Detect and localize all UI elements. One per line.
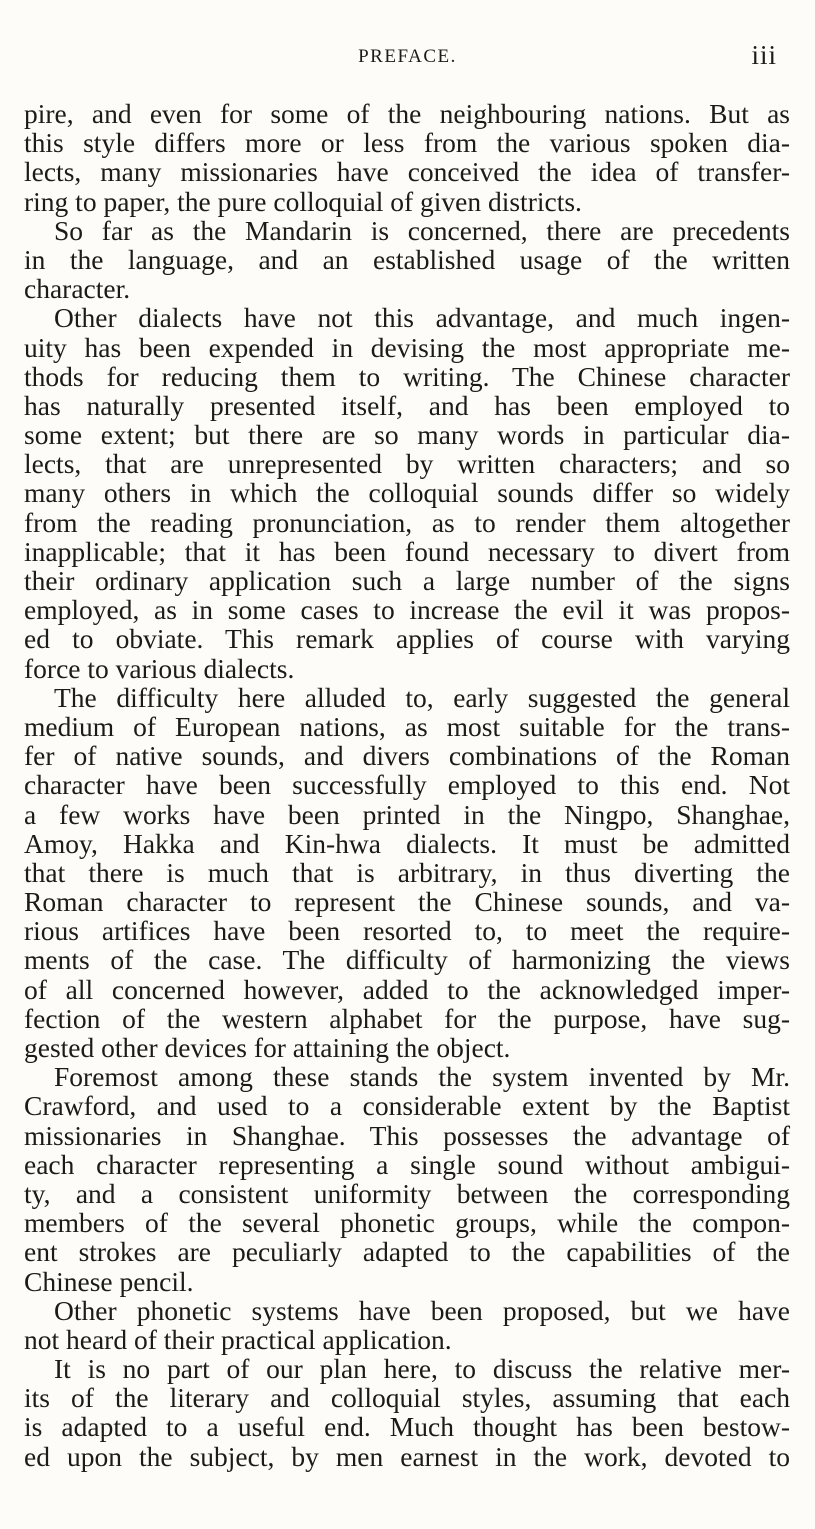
text-line: is adapted to a useful end. Much thought has been bestow-: [24, 1411, 790, 1443]
text-line: members of the several phonetic groups, while the compon-: [24, 1207, 790, 1239]
text-line: fection of the western alphabet for the purpose, have sug-: [24, 1002, 790, 1034]
text-line: character have been successfully employed to this end. Not: [24, 769, 790, 801]
text-line: inapplicable; that it has been found necessary to divert from: [24, 535, 790, 567]
text-line: has naturally presented itself, and has been employed to: [24, 389, 790, 421]
text-line: Foremost among these stands the system invented by Mr.: [54, 1061, 790, 1093]
text-line: employed, as in some cases to increase the evil it was propos-: [24, 594, 790, 626]
text-line: gested other devices for attaining the object.: [24, 1032, 511, 1063]
page-number: iii: [751, 40, 777, 70]
text-line: force to various dialects.: [24, 652, 295, 684]
text-line: not heard of their practical application.: [24, 1323, 452, 1355]
page-header: [0, 40, 815, 76]
text-line: ed upon the subject, by men earnest in the work, devoted to: [24, 1440, 790, 1472]
text-line: ed to obviate. This remark applies of course with varying: [24, 623, 790, 655]
text-line: this style differs more or less from the various spoken dia-: [24, 127, 790, 159]
text-line: character.: [24, 273, 131, 305]
text-line: uity has been expended in devising the most appropriate me-: [24, 331, 790, 363]
text-line: Amoy, Hakka and Kin-hwa dialects. It must be admitted: [24, 827, 790, 859]
running-head: PREFACE.: [358, 46, 457, 67]
text-line: Roman character to represent the Chinese sounds, and va-: [24, 886, 790, 918]
text-line: missionaries in Shanghae. This possesses the advantage of: [24, 1119, 790, 1151]
text-line: some extent; but there are so many words in particular dia-: [24, 419, 790, 451]
text-line: many others in which the colloquial sounds differ so widely: [24, 477, 790, 509]
text-line: each character representing a single sound without ambigui-: [24, 1148, 790, 1180]
text-line: medium of European nations, as most suitable for the trans-: [24, 710, 790, 742]
text-line: thods for reducing them to writing. The Chinese character: [24, 360, 790, 392]
text-line: Other phonetic systems have been proposed, but we have: [54, 1294, 790, 1326]
text-line: fer of native sounds, and divers combinations of the Roman: [24, 740, 790, 772]
text-line: in the language, and an established usage of the written: [24, 243, 790, 275]
text-line: ring to paper, the pure colloquial of given districts.: [24, 185, 582, 217]
text-line: Other dialects have not this advantage, and much ingen-: [54, 302, 790, 334]
text-line: Chinese pencil.: [24, 1265, 194, 1297]
text-line: that there is much that is arbitrary, in thus diverting the: [24, 856, 790, 888]
text-line: ty, and a consistent uniformity between the corresponding: [24, 1177, 790, 1209]
text-line: from the reading pronunciation, as to render them altogether: [24, 506, 790, 538]
text-line: The difficulty here alluded to, early suggested the general: [54, 681, 790, 713]
text-line: of all concerned however, added to the acknowledged imper-: [24, 973, 790, 1005]
text-line: its of the literary and colloquial styles, assuming that each: [24, 1382, 790, 1414]
text-line: rious artifices have been resorted to, to meet the require-: [24, 915, 790, 947]
text-line: So far as the Mandarin is concerned, there are precedents: [54, 214, 790, 246]
text-line: lects, many missionaries have conceived the idea of transfer-: [24, 156, 790, 188]
text-line: pire, and even for some of the neighbouring nations. But as: [24, 98, 790, 129]
text-line: Crawford, and used to a considerable extent by the Baptist: [24, 1090, 790, 1122]
text-line: lects, that are unrepresented by written characters; and so: [24, 448, 790, 480]
text-line: their ordinary application such a large number of the signs: [24, 565, 790, 596]
text-line: ments of the case. The difficulty of harmonizing the views: [24, 944, 790, 976]
text-line: ent strokes are peculiarly adapted to the capabilities of the: [24, 1236, 790, 1268]
text-line: It is no part of our plan here, to discuss the relative mer-: [54, 1353, 790, 1385]
body-text: [24, 99, 790, 1471]
text-line: a few works have been printed in the Ningpo, Shanghae,: [24, 798, 790, 830]
